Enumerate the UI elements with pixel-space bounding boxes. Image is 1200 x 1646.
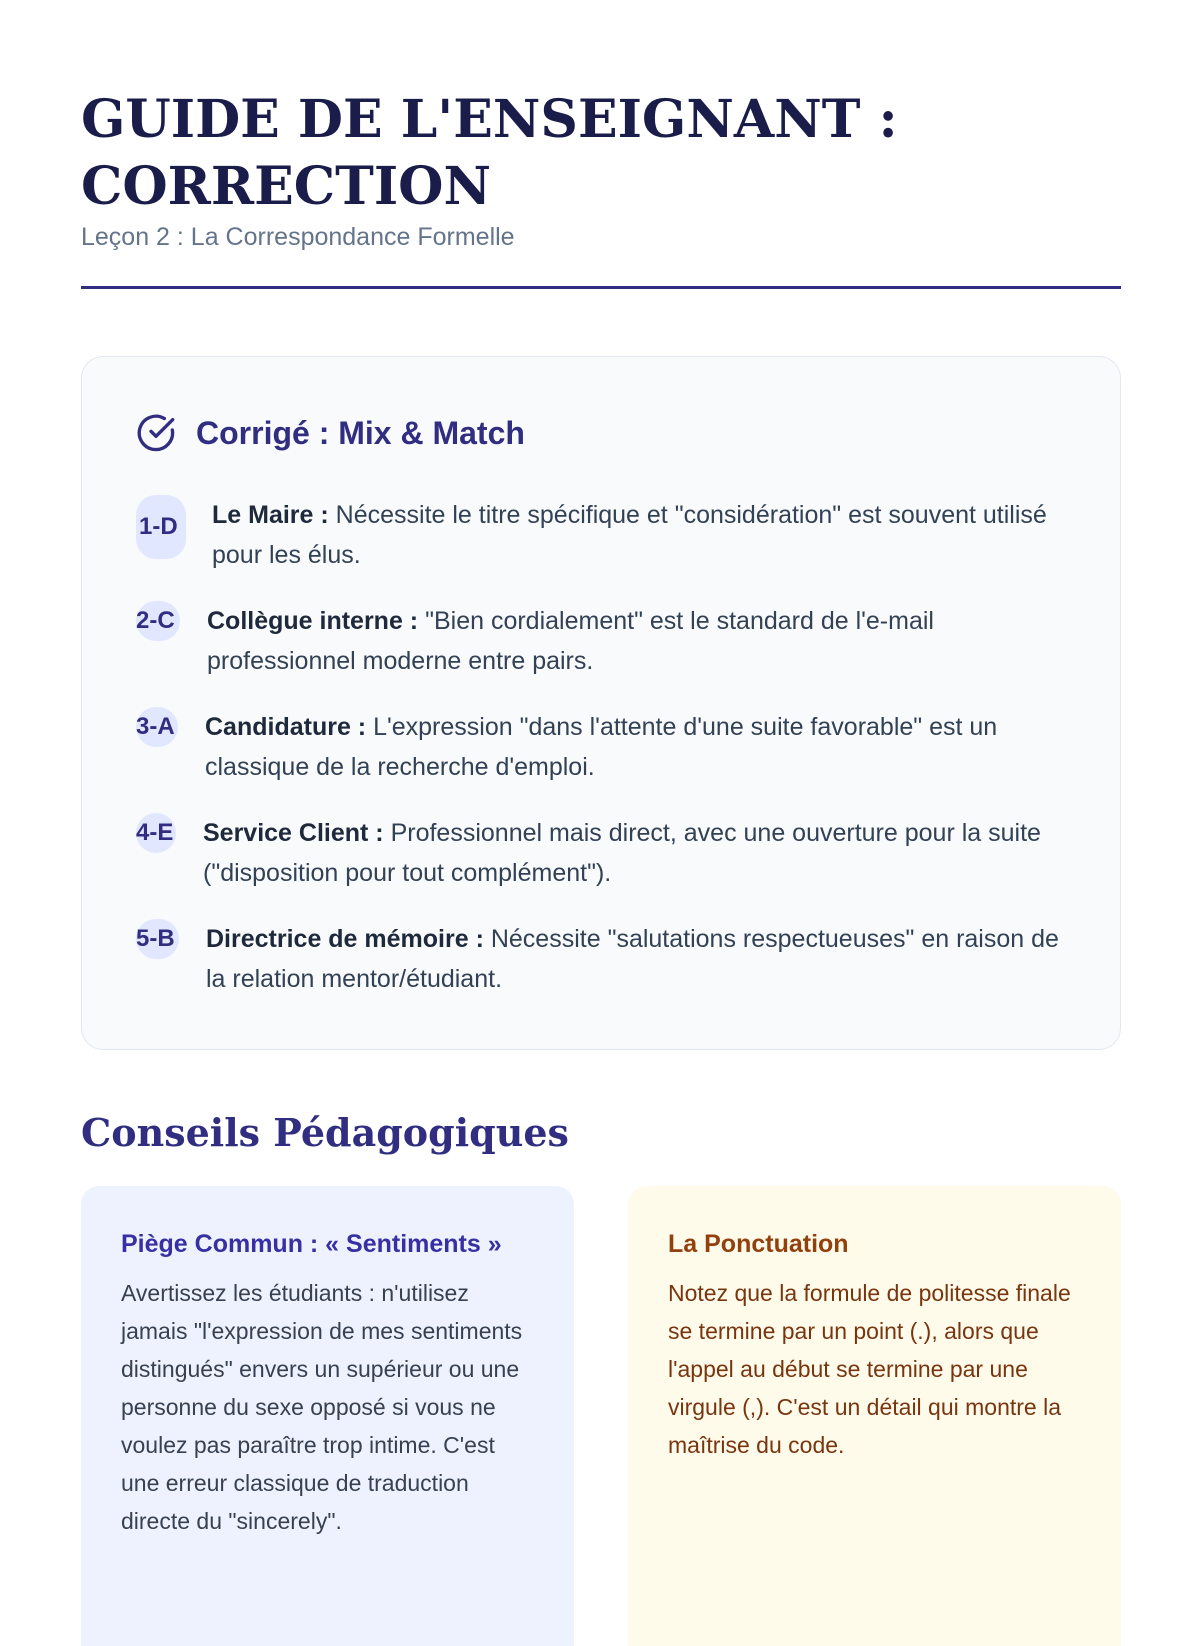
answer-text	[212, 495, 1068, 575]
answer-term: Directrice de mémoire :	[206, 925, 484, 953]
answer-term: Candidature :	[205, 713, 367, 741]
answer-explanation: Nécessite "salutations respectueuses" en raison de la relation mentor/étudiant.	[206, 925, 1059, 993]
answer-term: Collègue interne :	[207, 607, 419, 635]
answer-key-heading: Corrigé : Mix & Match	[196, 414, 525, 451]
answer-item	[136, 601, 1068, 681]
pitfall-tip-body: Avertissez les étudiants : n'utilisez jamais "l'expression de mes sentiments distingués" envers un supérieur ou une personne du sexe opposé si vous ne voulez pas paraître trop intime. C'est une erreur classique de traduction directe du "sincerely".	[121, 1280, 523, 1534]
answer-badge: 2-C	[136, 601, 180, 641]
punctuation-tip-card	[628, 1186, 1121, 1646]
answer-key-card	[81, 356, 1121, 1050]
answer-item	[136, 495, 1068, 575]
answer-text	[207, 601, 1068, 681]
answer-item	[136, 919, 1068, 999]
answer-term: Le Maire :	[212, 501, 329, 529]
check-circle-icon	[136, 413, 176, 453]
answer-explanation: "Bien cordialement" est le standard de l'e-mail professionnel moderne entre pairs.	[207, 607, 934, 675]
answer-explanation: Professionnel mais direct, avec une ouverture pour la suite ("disposition pour tout complément").	[203, 819, 1041, 887]
pitfall-tip-card	[81, 1186, 574, 1646]
answer-term: Service Client :	[203, 819, 384, 847]
answer-explanation: L'expression "dans l'attente d'une suite favorable" est un classique de la recherche d'emploi.	[205, 713, 998, 781]
answer-text	[206, 919, 1068, 999]
answer-badge: 4-E	[136, 813, 176, 853]
tips-section-title: Conseils Pédagogiques	[81, 1110, 569, 1155]
page-title: GUIDE DE L'ENSEIGNANT : CORRECTION	[81, 89, 898, 217]
punctuation-tip-body: Notez que la formule de politesse finale se termine par un point (.), alors que l'appel au début se termine par une virgule (,). C'est un détail qui montre la maîtrise du code.	[668, 1280, 1071, 1458]
answer-badge: 1-D	[136, 495, 186, 559]
answer-key-header	[136, 413, 1068, 453]
answer-item	[136, 707, 1068, 787]
punctuation-tip-title: La Ponctuation	[668, 1230, 849, 1258]
teacher-guide-page	[81, 0, 1121, 1646]
answer-item	[136, 813, 1068, 893]
answer-text	[203, 813, 1068, 893]
answer-text	[205, 707, 1068, 787]
title-divider	[81, 286, 1121, 289]
tips-grid	[81, 1186, 1121, 1646]
answer-badge: 5-B	[136, 919, 179, 959]
page-subtitle: Leçon 2 : La Correspondance Formelle	[81, 223, 515, 251]
pitfall-tip-title: Piège Commun : « Sentiments »	[121, 1230, 502, 1258]
answer-explanation: Nécessite le titre spécifique et "considération" est souvent utilisé pour les élus.	[212, 501, 1047, 569]
answer-badge: 3-A	[136, 707, 178, 747]
